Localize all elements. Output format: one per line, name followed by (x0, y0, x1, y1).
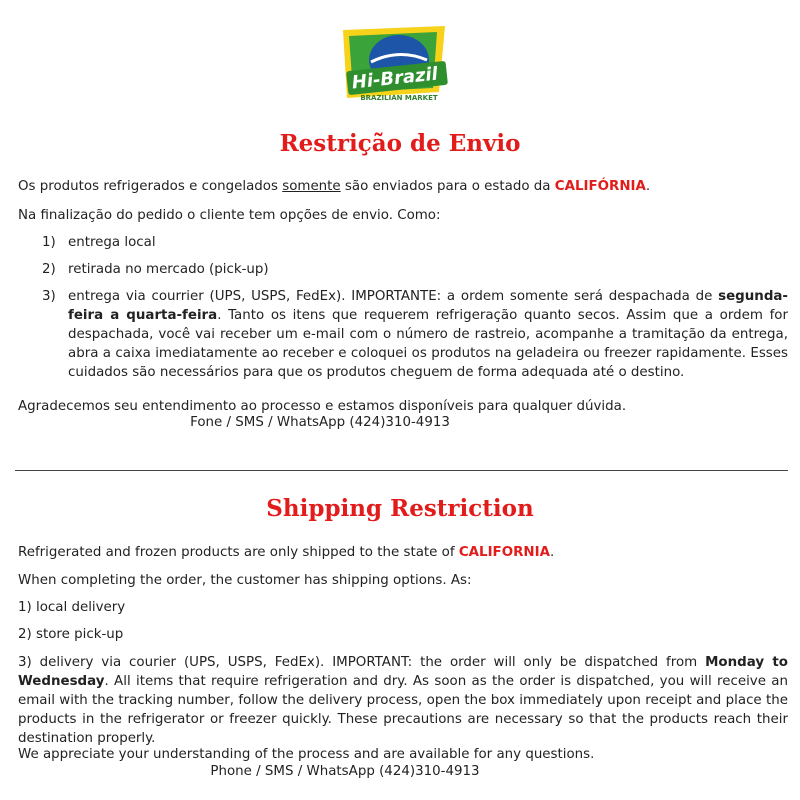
logo-brand: Hi-Brazil (350, 63, 439, 94)
logo-tagline: BRAZILIAN MARKET (360, 94, 438, 102)
pt-list-item-1: 1) entrega local (42, 235, 156, 250)
pt-list-item-3: entrega via courrier (UPS, USPS, FedEx). IMPORTANTE: a ordem somente será despachada de segunda-feira a quarta-feira. Tanto os itens que requerem refrigeração quanto secos. Assim que a ordem for despachada, você vai receber um e-mail com o número de rastreio, acompanhe a tramitação da entrega, abra a caixa imediatamente ao receber e coloquei os produtos na geladeira ou freezer rapidamente. Esses cuidados são necessários para que os produtos cheguem de forma adequada até o destino. (68, 289, 788, 380)
pt-state: CALIFÓRNIA (554, 179, 646, 194)
en-list-item-3: 3) delivery via courier (UPS, USPS, FedEx). IMPORTANT: the order will only be dispatched from Monday to Wednesday. All items that require refrigeration and dry. As soon as the order is dispatched, you will receive an email with the tracking number, follow the delivery process, open the box immediately upon receipt and place the products in the refrigerator or freezer quickly. These precautions are necessary so that the products reach their destination properly. (18, 655, 788, 746)
en-title: Shipping Restriction (266, 495, 534, 522)
pt-intro: Os produtos refrigerados e congelados somente são enviados para o estado da CALIFÓRNIA. (18, 179, 651, 194)
pt-options-intro: Na finalização do pedido o cliente tem opções de envio. Como: (18, 208, 441, 223)
en-options-intro: When completing the order, the customer has shipping options. As: (18, 573, 472, 588)
en-intro: Refrigerated and frozen products are only shipped to the state of CALIFORNIA. (18, 545, 555, 560)
pt-contact: Fone / SMS / WhatsApp (424)310-4913 (190, 415, 450, 430)
section-divider (15, 470, 788, 471)
pt-list-item-3-num: 3) (42, 289, 56, 304)
en-state: CALIFORNIA (458, 545, 550, 560)
hi-brazil-logo (337, 20, 453, 104)
en-list-item-2: 2) store pick-up (18, 627, 124, 642)
pt-title: Restrição de Envio (279, 130, 521, 157)
en-contact: Phone / SMS / WhatsApp (424)310-4913 (210, 764, 480, 779)
pt-thanks: Agradecemos seu entendimento ao processo e estamos disponíveis para qualquer dúvida. (18, 399, 627, 414)
en-list-item-1: 1) local delivery (18, 600, 126, 615)
pt-list-item-2: 2) retirada no mercado (pick-up) (42, 262, 269, 277)
en-thanks: We appreciate your understanding of the process and are available for any questions. (18, 747, 595, 762)
